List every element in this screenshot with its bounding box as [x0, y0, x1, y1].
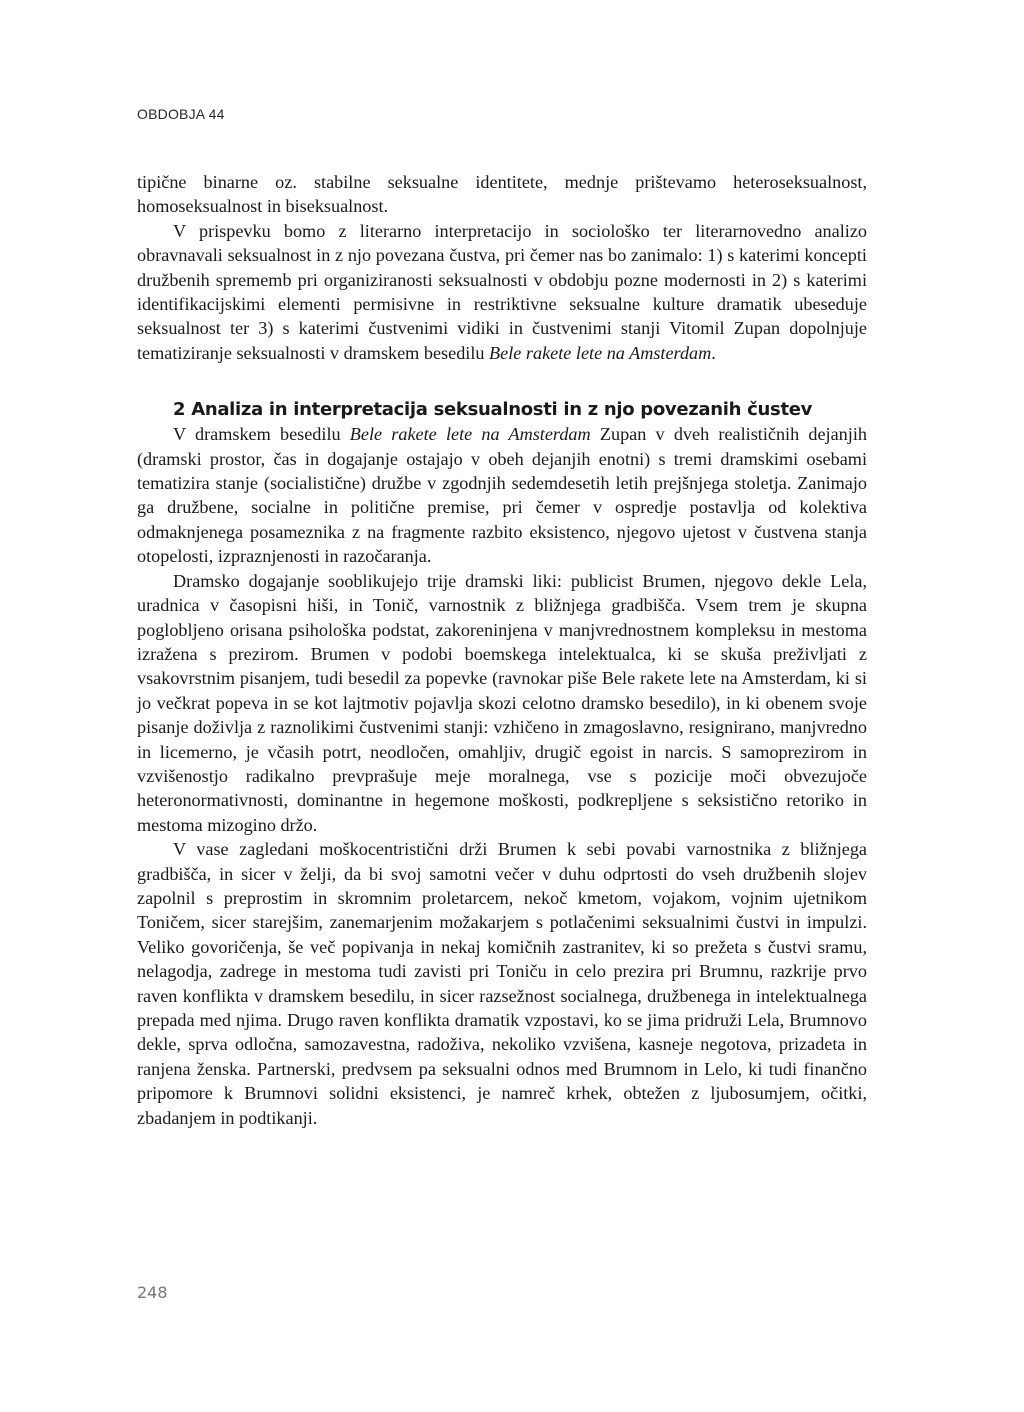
paragraph-continuation: tipične binarne oz. stabilne seksualne identitete, mednje prištevamo heteroseksualnost, homoseksualnost in biseksualnost.: [137, 172, 867, 217]
paragraph-conflict: V vase zagledani moškocentristični drži Brumen k sebi povabi varnostnika z bližnjega gradbišča, in sicer v želji, da bi svoj samotni večer v duhu odprtosti do vseh družbenih slojev zapolnil s preprostim in skromnim proletarcem, nekoč kmetom, vojakom, vojnim ujetnikom Toničem, sicer starejšim, zanemarjenim možakarjem s potlačenimi seksualnimi čustvi in impulzi. Veliko govoričenja, še več popivanja in nekaj komičnih zastranitev, ki so prežeta s čustvi sramu, nelagodja, zadrege in mestoma tudi zavisti pri Toniču in celo prezira pri Brumnu, razkrije prvo raven konflikta v dramskem besedilu, in sicer razsežnost socialnega, družbenega in intelektualnega prepada med njima. Drugo raven konflikta dramatik vzpostavi, ko se jima pridruži Lela, Brumnovo dekle, sprva odločna, samozavestna, radoživa, nekoliko vzvišena, kasneje negotova, prizadeta in ranjena ženska. Partnerski, predvsem pa seksualni odnos med Brumnom in Lelo, ki tudi finančno pripomore k Brumnovi solidni eksistenci, je namreč krhek, obtežen z ljubosumjem, očitki, zbadanjem in podtikanji.: [137, 839, 867, 1128]
paragraph-text: Zupan v dveh realističnih dejanjih (dramski prostor, čas in dogajanje ostajajo v obeh dejanjih enotni) s tremi dramskimi osebami tematizira stanje (socialistične) družbe v zgodnjih sedemdesetih letih prejšnjega stoletja. Zanimajo ga družbene, socialne in politične premise, pri čemer v ospredje postavlja od kolektiva odmaknjenega posameznika z na fragmente razbito eksistenco, njegovo ujetost v čustvena stanja otopelosti, izpraznjenosti in razočaranja.: [137, 424, 867, 567]
work-title: Bele rakete lete na Amsterdam: [349, 424, 591, 445]
running-header: OBDOBJA 44: [137, 106, 225, 122]
paragraph-text: .: [711, 342, 716, 363]
section-heading: 2 Analiza in interpretacija seksualnosti in z njo povezanih čustev: [173, 399, 813, 421]
paragraph-text: V dramskem besedilu: [173, 424, 350, 445]
body-text: [137, 170, 867, 1130]
paragraph-analysis-intro: [137, 422, 867, 568]
work-title: Bele rakete lete na Amsterdam: [489, 342, 712, 363]
page-number: 248: [137, 1283, 168, 1302]
paragraph-characters: Dramsko dogajanje sooblikujejo trije dramski liki: publicist Brumen, njegovo dekle Lela, uradnica v časopisni hiši, in Tonič, varnostnik z bližnjega gradbišča. Vsem trem je skupna poglobljeno orisana psihološka podstat, zakoreninjena v manjvrednostnem kompleksu in mestoma izražena s prezirom. Brumen v podobi boemskega intelektualca, ki se skuša preživljati z vsakovrstnim pisanjem, tudi besedil za popevke (ravnokar piše Bele rakete lete na Amsterdam, ki si jo večkrat popeva in se kot lajtmotiv pojavlja skozi celotno dramsko besedilo), in ki obenem svoje pisanje doživlja z raznolikimi čustvenimi stanji: vzhičeno in zmagoslavno, resignirano, manjvredno in licemerno, je včasih potrt, neodločen, omahljiv, drugič egoist in narcis. S samoprezirom in vzvišenostjo radikalno prevprašuje meje moralnega, vse s pozicije moči obvezujoče heteronormativnosti, dominantne in hegemone moškosti, podkrepljene s seksistično retoriko in mestoma mizogino držo.: [137, 570, 867, 835]
paragraph-text: V prispevku bomo z literarno interpretacijo in sociološko ter literarnovedno analizo obravnavali seksualnost in z njo povezana čustva, pri čemer nas bo zanimalo: 1) s katerimi koncepti družbenih sprememb pri organiziranosti seksualnosti v obdobju pozne modernosti in 2) s katerimi identifikacijskimi elementi permisivne in restriktivne seksualne kulture dramatik ubeseduje seksualnost ter 3) s katerimi čustvenimi vidiki in čustvenimi stanji Vitomil Zupan dopolnjuje tematiziranje seksualnosti v dramskem besedilu: [137, 220, 867, 363]
paragraph-research-aims: [137, 219, 867, 365]
